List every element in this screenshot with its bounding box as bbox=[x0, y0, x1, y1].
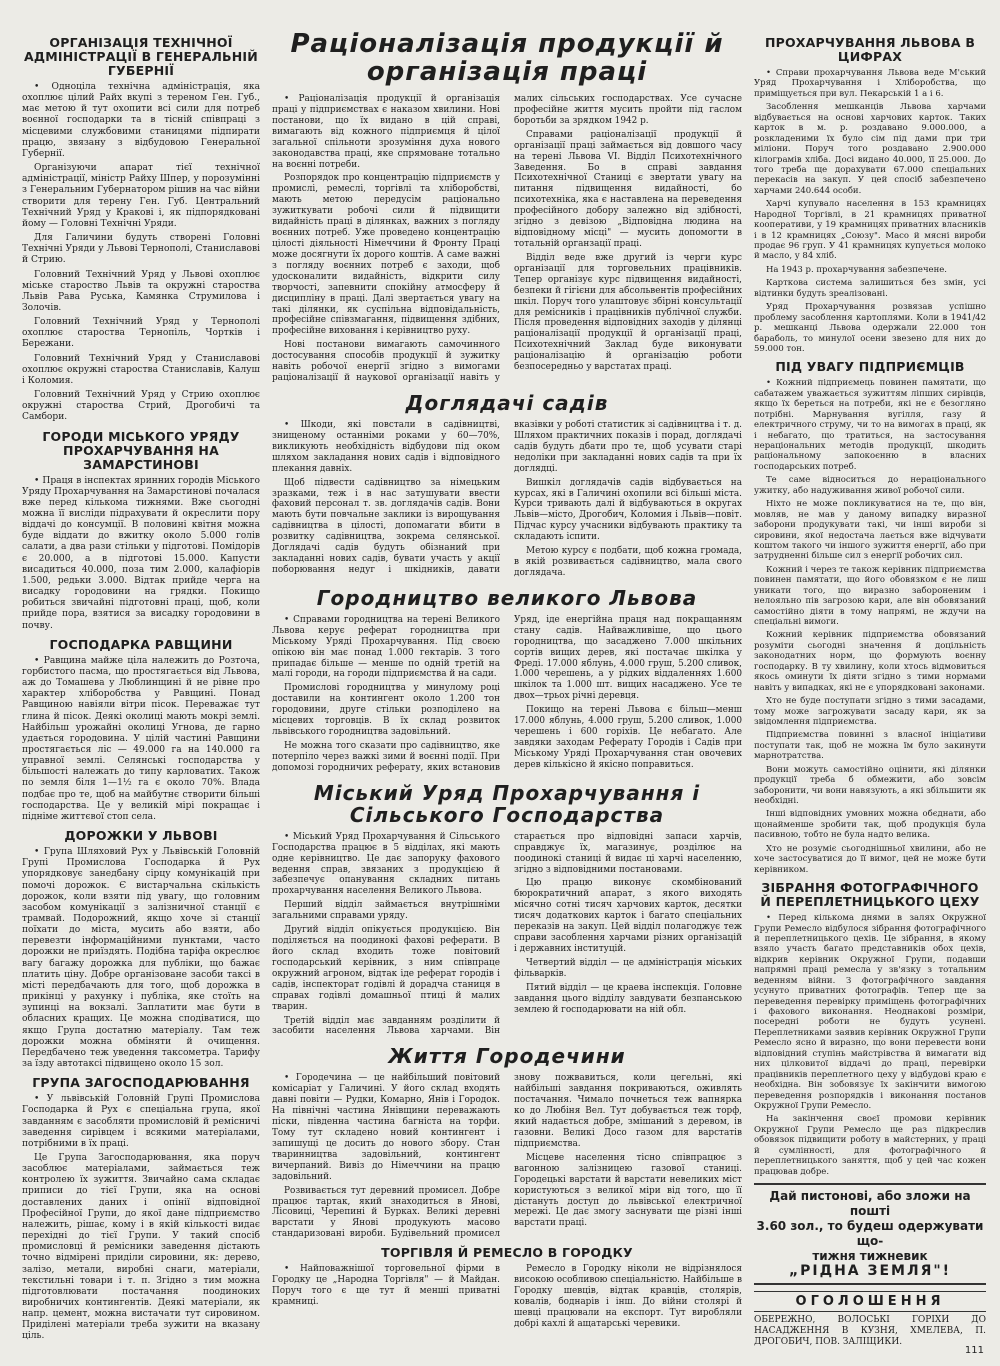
article-heading-care: Доглядачі садів bbox=[405, 390, 609, 415]
article-heading-employers: ПІД УВАГУ ПІДПРИЄМЦІВ bbox=[775, 359, 965, 375]
article-heading-tech-admin: ОРГАНІЗАЦІЯ ТЕХНІЧНОЇ АДМІНІСТРАЦІЇ В ГЕНЕРАЛЬНІЙ ГУБЕРНІЇ bbox=[24, 35, 258, 78]
article-paragraph: На закінчення своєї промови керівник Окружної Групи Ремесло ще раз підкреслив обовязок підвищити роботу в майстерних, у праці й сумлінності, для фотографічного й переплетницького заняття, щоб у цей час кожен працював добре. bbox=[754, 1114, 986, 1177]
article-paragraph: Інші відповідних умовних можна обєднати, або щонайменше зробити так, щоб продукція була пасивною, тобто не була надто велика. bbox=[754, 809, 986, 841]
article-paragraph: • Городечина — це найбільший повітовий комісаріат у Галичині. У його склад входять давні повіти — Рудки, Комарно, Янів і Городок. На північні частина Янівщини переважають піски, південна частина багніста на торфи. Тому тут складено новий контингент і запишущі це досить до нового збору. Стан тваринництва задовільний, контингент вичерпаний. Вивіз до Німеччини на працю задовільний. bbox=[272, 1073, 500, 1182]
article-paragraph: Перший відділ займається внутрішніми загальними справами уряду. bbox=[272, 900, 500, 922]
article-paragraph: На 1943 р. прохарчування забезпечене. bbox=[766, 264, 947, 275]
article-paragraph: Засоблення мешканців Львова харчами відбувається на основі харчових карток. Таких карток в м. р. роздавано 9.000.000, а розкладеними їх було сім під дами при три міліони. Поруч того роздавано 2.900.000 кілограмів хліба. Досі видано 40.000, її 25.000. До того треба ще дорахувати 67.000 спеціальних перекасів на закуп. У цей спосіб забезпечено харчами 240.644 особи. bbox=[754, 102, 986, 196]
article-heading-rational: Раціоналізація продукції й організація праці bbox=[290, 29, 724, 87]
article-paragraph: Організуючи апарат тієї технічної адміністрації, міністр Райху Шпер, у порозумінні з Генеральним Губернатором рішив на час війни створити для терену Ген. Губ. Центральний Технічний Уряд у Кракові і, як підпорядковані йому — Головні Технічні Уряди. bbox=[22, 163, 260, 229]
article-paragraph: Не можна того сказати про садівництво, яке потерпіло через важкі зими й воєнні події. При допомозі городничих реферату, яких встановив Уряд, іде енергійна праця над покращанням стану садів. Найважливіше, що цього городництва, що засаджено 7.000 шкільних сортів вищих дерев, які постачає шкілка у Фреді. 17.000 яблунь, 4.000 груш, 5.200 сливок, 1.000 черешень, а у рідких віддаленнях 1.600 шкілок та 1.000 шт. вищих насаджено. Усе те двох—трьох річні деревця. bbox=[272, 614, 742, 773]
article-paragraph: Цю працю виконує скомбінований бюрократичний апарат, з якого виходять місячно сотні тисяч харчових карток, десятки тисяч додаткових карток і багато спеціальних переказів на закуп. Цей відділ полагоджує теж справи засоблення харчами різних організацій і державних інституцій. bbox=[514, 878, 742, 954]
article-paragraph: Головний Технічний Уряд у Тернополі охоплює староства Тернопіль, Чортків і Бережани. bbox=[22, 317, 260, 350]
article-paragraph: Підприємства повинні з власної ініціативи поступати так, щоб не можна їм було закинути марнотратства. bbox=[754, 730, 986, 762]
article-paragraph: Третій відділ має завданням розділити й засобити населення Львова харчами. Він старається про відповідні запаси харчів, справджує їх, магазинує, розділює на поодинокі станиці й видає ці харчі населенню, згідно з відповідними постановами. bbox=[272, 831, 742, 1037]
newspaper-name: „РІДНА ЗЕМЛЯ"! bbox=[788, 1263, 952, 1279]
article-body-gorodok bbox=[272, 1073, 742, 1240]
article-heading-gorodok: Життя Городечини bbox=[388, 1044, 626, 1069]
article-paragraph: Кожний і через те також керівник підприємства повинен памятати, що його обовязком є не лиш уникати того, що виразно забороненим і нелояльно пів загрозою кари, але він обовязаний самостійно діяти в тому напрямі, не ждучи на спеціальні вимоги. bbox=[754, 564, 986, 627]
article-paragraph: • Найповажнішої торговельної фірми в Городку це „Народна Торгівля" — й Майдан. Поруч того є ще тут й менші приватні крамниці. bbox=[272, 1264, 500, 1307]
subscription-line: 3.60 зол., то будеш одержувати що- bbox=[756, 1219, 984, 1248]
article-paragraph: • Перед кількома днями в залях Окружної Групи Ремесло відбулося зібрання фотографічного й переплетницького цехів. Це зібрання, в якому взяло участь багато представників обох цехів, відкрив керівник Окружної Групи, подавши напрямні праці ремесла у зв'язку з тотальним веденням війни. З фотографічного завдання усунуто приватних фотографів. Тепер ще за переведення перевірку приміщень фотографічних і фахового виконання. Неоднакові розміри, посередні роботи не будуть усунені. Переплетниками заявив керівник Окружної Групи Ремесло ясно й виразно, що вони перевести вони відповідний ступінь майстрівства й вимагати від них цілковитої віддачі до праці, перевірки працівників переплетного цеху у відбудові краю є необхідна. Він зобовязує їх закінчити вимогою переведення розпорядків і виконання постанов Окружної Групи Ремесло. bbox=[754, 913, 986, 1111]
article-paragraph: Хто не розуміє сьогоднішньої хвилини, або не хоче застосуватися до її вимог, цей не може бути керівником. bbox=[754, 843, 986, 875]
article-paragraph: Вишкіл доглядачів садів відбувається на курсах, які в Галичині охопили всі більші міста. Курси тривають далі й відбуваються в округах Львів—місто, Дрогобич, Коломия і Львів—повіт. Підчас курсу учасники відбувають практику та складають іспити. bbox=[514, 477, 742, 543]
article-paragraph: Справами раціоналізації продукції й організації праці займається від довшого часу на терені Львова VI. Відділ Психотехнічного Заведення. Бо в справі завдання Психотехнічної Станиці є звертати увагу на питання підвищення видайності, бо психотехніка, яка є наставлена на переведення професійного добору залежно від здібності, згідно з девізою „Відповідна людина на відповідному місці" — мусить допомогти в тотальній органзації праці. bbox=[514, 129, 742, 249]
article-heading-trade: ТОРГІВЛЯ Й РЕМЕСЛО В ГОРОДКУ bbox=[381, 1245, 633, 1261]
column-center bbox=[272, 30, 742, 1330]
article-heading-group: ГРУПА ЗАГОСПОДАРЮВАННЯ bbox=[32, 1075, 250, 1091]
article-paragraph: • Шкоди, які повстали в садівництві, знищеному останніми роками у 60—70%, викликують необхідність відбудови під оком шляхом закладання нових садів і відповідного плекання давніх. bbox=[272, 419, 500, 474]
article-paragraph: Головний Технічний Уряд у Станиславові охоплює окружні староства Станиславів, Калуш і Коломия. bbox=[22, 353, 260, 386]
subscription-notice bbox=[754, 1183, 986, 1285]
article-paragraph: Харчі купувало населення в 153 крамницях Народної Торгівлі, в 21 крамницях приватної кооперативи, у 19 крамницях приватних власників і в 12 крамницях „Союзу". Масо й мясні вироби продає 96 груп. У 41 крамницях купується молоко й масло, у 84 хліб. bbox=[754, 199, 986, 262]
article-paragraph: Нові постанови вимагають самочинного достосування способів продукції й зужитку навіть робочої енергії згідно з вимогами раціоналізації й наукової організації навіть у малих сільських господарствах. Усе сучасне професійне життя мусить пройти під гаслом боротьби за зрядком 1942 р. bbox=[272, 94, 742, 384]
article-paragraph: • Справами городництва на терені Великого Львова керує реферат городництва при Міському Уряді Прохарчування. Під своєю опікою він має понад 1.000 гектарів. З того припадає більше — менше по одній третій на малі городи, на городи підприємства й на сади. bbox=[272, 614, 500, 680]
article-paragraph: • Справи прохарчування Львова веде М'ський Уряд Прохарчування і Хліборобства, що приміщується при вул. Пекарській 1 а і 6. bbox=[754, 68, 986, 99]
article-paragraph: Хто не буде поступати згідно з тими засадами, тому може загрожувати засаду кари, як за звідомлення підприємства. bbox=[754, 696, 986, 727]
article-paragraph: Пятий відділ — це краева інспекція. Головне завдання цього відділу завдувати безпанською землею й господарювати на ній обл. bbox=[514, 982, 742, 1015]
ads-heading: ОГОЛОШЕННЯ bbox=[754, 1291, 986, 1312]
article-paragraph: Кожний керівник підприємства обовязаний розуміти сьогодні значення й доцільність законодатних норм, що формують воєнну господарку. В ту хвилину, коли хтось відмовиться якось оминути їх діяти згідно з тими нормами навіть у випадках, які не є упорядковані законами. bbox=[754, 630, 986, 693]
article-paragraph: Відділ веде вже другий із черги курс організації для торговельних працівників. Тепер організує курс підвищення видайності, безпеки й гігієни для абсольвентів професійних шкіл. Поруч того улаштовує збірні консультації для ремісників і працівників публічної служби. Після проведення відповідних заходів у ділянці раціоналізації продукції й організації праці, Психотехнічний Заклад буде виконувати раціоналізацію й організацію роботи безпосередньо у варстатах праці. bbox=[514, 252, 742, 373]
article-paragraph: Карткова система залишиться без змін, усі відтинки будуть зреалізовані. bbox=[754, 278, 986, 299]
column-right bbox=[754, 30, 986, 1348]
article-paragraph: Ніхто не може покликуватися на те, що він, мовляв, не мав у даному випадку виразної заборони продукувати такі, чи інші вироби зі сировини, якої недостача лається вже відчувати коштом такого чи іншого зужиття енергії, або при затрудненні більше сил з енергії робочих сил. bbox=[754, 499, 986, 562]
page-number: 111 bbox=[964, 1345, 984, 1356]
article-heading-photo: ЗІБРАННЯ ФОТОГРАФІЧНОГО Й ПЕРЕПЛЕТНИЦЬКОГО ЦЕХУ bbox=[760, 880, 980, 910]
article-paragraph: Промислові городництва у минулому році доставили на контингент около 1.200 тон городовини, друге стільки розподілено на місцевих торговців. В їх склад розвиток львівського городництва задовільний. bbox=[272, 683, 500, 738]
article-paragraph: Головний Технічний Уряд у Львові охоплює міське староство Львів та окружні староства Львів Рава Руська, Камянка Струмилова і Золочів. bbox=[22, 269, 260, 313]
article-paragraph: Те саме відноситься до нераціонального ужитку, або надуживання живої робочої сили. bbox=[754, 475, 986, 496]
article-paragraph: Головний Технічний Уряд у Стрию охоплює окружні староства Стрий, Дрогобичі та Самбори. bbox=[22, 390, 260, 423]
article-paragraph: Метою курсу є подбати, щоб кожна громада, в якій розвивається садівництво, мала свого доглядача. bbox=[514, 546, 742, 578]
article-paragraph: Для Галичини будуть створені Головні Технічні Уряди у Львові Тернополі, Станиславові й Стрию. bbox=[22, 233, 260, 266]
article-body-care bbox=[272, 420, 742, 579]
article-heading-numbers: ПРОХАРЧУВАННЯ ЛЬВОВА В ЦИФРАХ bbox=[764, 35, 976, 64]
article-paragraph: • Кожний підприємець повинен памятати, що сабатажем уважається зужиттям ліпших сирівців, якщо їх береться на потреби, які не є безогляно потрібні. Марнування вугілля, газу й електричного струму, чи то на вимогах в праці, як і небагато, що тратиться, на застосування нераціональних методів продукції, шкодить раціональному запокоєнню в власних господарських потреб. bbox=[754, 378, 986, 472]
classified-ad: ОБЕРЕЖНО, ВОЛОСЬКІ ГОРІХИ ДО НАСАДЖЕННЯ В КУЗНЯ, ХМЕЛЕВА, П. ДРОГОБИЧ, ПОВ. ЗАЛІЩИКИ. bbox=[754, 1315, 986, 1347]
article-paragraph: • Група Шляховий Рух у Львівській Головній Групі Промислова Господарка й Рух упорядковує занедбану сірцу комунікацій при помочі дорожок. Є вистарчальна скількість дорожок, коли взяти під увагу, що головним засобом комунікації з залізничної станції є трамвай. Подорожний, якщо хоче зі станції поїхати до міста, мусить або взяти, або перевезти інформаційними пунктами, часто дорожки не приїздять. Подібна таріфа окреслює вагу багажу дорожка для публіки, що бажає платить ціну. Добре організоване засоби таксі в місті передбачають для того, щоб дорожка в прикінці у рахунку і публіка, яке стоїть на зупинці на вокзалі. Заплатити має бути в обласних кращих. Це можна сподіватися, що якщо Група достатню матеріалу. Там теж дорожки можна обміняти й очищення. Передбачено теж уведення таксометра. Тарифу за їзду автотаксі підвищено около 15 зол. bbox=[22, 847, 260, 1070]
article-body-office bbox=[272, 832, 742, 1038]
article-heading-office: Міський Уряд Прохарчування і Сільського Господарства bbox=[313, 780, 701, 827]
article-body-rational bbox=[272, 94, 742, 384]
article-paragraph: • Міський Уряд Прохарчування й Сільського Господарства працює в 5 відділах, які мають одне керівництво. Це дає запоруку фахового ведення справ, звязаних з продукцією й забезпечує опанування складних питань прохарчування населення Великого Львова. bbox=[272, 831, 500, 897]
article-paragraph: • Праця в інспектах яринних городів Міського Уряду Прохарчування на Замарстинові почалася вже перед кількома тижнями. Вже сьогодні можна її висліди підрахувати й окреслити пору віддачі до консумції. В половині квітня можна буде віддати до вжитку около 5.000 голів салати, а два рази стільки у підготові. Помідорів є 20.000, а в підготові 15.000. Капусти висадиться 40.000, поза тим 2.000, калафіорів 1.500, редьки 3.000. Відтак прийде черга на висадку городовини на грядки. Покищо робиться звичайні підготовні праці, щоб, коли прийде пора, взятися за висадку городовини в почву. bbox=[22, 475, 260, 631]
article-paragraph: Розвивається тут деревний промисел. Добре працює тартак, який знаходиться в Янові, Лісовиці, Черепині й Бурках. Великі деревні варстати у Янові продукують масово стандаризовані вироби. Будівельний промисел знову пожвавиться, коли цегельні, які найбільші завдання покриваються, оживлять постачання. Чимало почнеться теж вапнярка ко до Любіня Вел. Тут добувається теж торф, який надається добре, змішаний з деревом, ів газовни. Великі Досо газом для варстатів підприємства. bbox=[272, 1073, 742, 1240]
article-paragraph: • Раціоналізація продукції й організація праці у підприємствах є наказом хвилини. Нові постанови, що їх видано в цій справі, вимагають від кожного підприємця й цілої загальної спільноти зрозуміння духа нового законодавства праці, яке спрямоване тотально на воєнні потреби. bbox=[272, 94, 500, 170]
subscription-line: Дай пистонові, або зложи на пошті bbox=[769, 1189, 971, 1218]
article-body-city bbox=[272, 615, 742, 774]
article-paragraph: Вони можуть самостійно оцінити, які ділянки продукції треба б обмежити, або зовсім заборонити, чи вони навязують, а які збільшити як необхідні. bbox=[754, 764, 986, 806]
article-paragraph: Ремесло в Городку ніколи не відрізнялося високою особливою спеціальністю. Найбільше в Городку шевців, відтак кравців, столярів, ковалів, боднарів і інш. До війни столярі й шевці працювали на експорт. Тут виробляли добрі кахлі й ащатарські черевики. bbox=[514, 1264, 742, 1329]
article-paragraph: Покищо на терені Львова є більш—менш 17.000 яблунь, 4.000 груш, 5.200 сливок, 1.000 черешень і 600 горіхів. Це небагато. Але завдяки заходам Реферату Городів і Садів при Міському Уряді Прохарчування стан овочевих дерев кількісно й якісно поправиться. bbox=[514, 705, 742, 770]
article-paragraph: Це Група Загосподарювання, яка поруч засоблює матеріалами, займається теж контролею їх зужиття. Звичайно сама складає приписи до тієї Групи, яка на основі доставлених даних і опінії відповідної Професійної Групи, до якої дане підприємство належить, рішає, кому і в якій кількості видає перехідні до тієї Групи. У такий спосіб промисловці й ремісники заведення дістають точно відмірені приділи сировини, як: дерево, залізо, метали, виробні снаги, матеріали, текстильні товари і т. п. Згідно з тим можна підготовлювати постачання поодиноких виробничих контингентів. Деякі матеріали, як напр. цемент, можна вистачати тут сировином. Приділені матеріали треба зужити на вказану ціль. bbox=[22, 1152, 260, 1342]
article-paragraph: Розпорядок про концентрацію підприємств у промислі, ремеслі, торгівлі та хліборобстві, мають метою передусім раціонально зужиткувати робочі сили й підвищити видайність праці в ділянках, важних з погляду воєнних потреб. Уже проведено концентрацію цілості діяльності Німеччини й Фронту Праці може досягнути їх дорого коштів. А саме важні з погляду воєнних потреб є заходи, щоб удосконалити видайність, відкрити силу творчості, запевнити спокійну атмосферу й дисципліну в праці. Далі звертається увагу на такі ділянки, як суспільна відповідальність, професійне співзмагання, підвищення здібних, професійне виховання і керівництво руху. bbox=[272, 173, 500, 337]
article-paragraph: Другий відділ опікується продукцією. Він поділяється на поодинокі фахові реферати. В його склад входить тоже повітовий господарський керівник, з ним співпраце окружний агроном, відтак іде реферат городів і садів, інспекторат годівлі й дорадча станиця в справах годівлі домашньої птиці й малих тварин. bbox=[272, 925, 500, 1012]
subscription-line: тижня тижневик bbox=[812, 1249, 928, 1263]
article-paragraph: Щоб підвести садівництво за німецьким зразками, теж і в нас затушувати ввести фаховий персонал т. зв. доглядачів садів. Вони мають бути повчальне заклики із вирощування садівництва в цілості, допомагати вбити в розвитку садівництва, зокрема селянської. Доглядачі садів будуть обізнаний при закладанні нових садів, бувати участь у акції поборювання недуг і шкідників, давати вказівки у роботі статистик зі садівництва і т. д. Шляхом практичних показів і порад, доглядачі садів будуть дбати про те, щоб усувати старі недоліки при закладанні нових садів та при їх доглядці. bbox=[272, 419, 742, 575]
article-body-trade bbox=[272, 1264, 742, 1330]
article-paragraph: Місцеве населення тісно співпрацює з вагонною залізницею газової станиці. Городецькі варстати й варстати невеликих міст користуються з великої міри від того, що її дістануть доступ до львівської електричної мережі. Це дає змогу заснувати ще різні інші варстати праці. bbox=[514, 1152, 742, 1229]
article-paragraph: • У львівській Головній Групі Промислова Господарка й Рух є спеціальна група, якої завданням є засобляти промисловій й ремісничі заведення сирівцем і всякими матеріалами, потрібними в їх праці. bbox=[22, 1094, 260, 1149]
article-heading-ravshchyna: ГОСПОДАРКА РАВЩИНИ bbox=[49, 636, 233, 652]
article-paragraph: • Равщина майже ціла належить до Розточа, горбистого пасма, що простягається від Львова, аж до Томашева у Люблинщині й не рівне про характер хліборобства у Равщині. Понад Равщиною навіяли вітри пісок. Переважає тут глина й пісок. Деякі околиці мають мокрі землі. Найбільш урожайні околиці Угнова, де гарно удається городовина. У цілій частині Равщини простягається ліс — 49.000 га на 140.000 га управної землі. Селянські господарства у більшості належать до типу карловатих. Також по земля біля 1—1½ га є около 70%. Влада подбає про те, щоб на майбутнє створити більші господарства. Це у великій мірі покращає і підніме життєвої стоп села. bbox=[22, 655, 260, 822]
article-paragraph: Четвертий відділ — це адміністрація міських фільварків. bbox=[514, 957, 742, 979]
article-heading-city: Городництво великого Львова bbox=[316, 585, 698, 610]
column-left bbox=[22, 30, 260, 1346]
article-paragraph: Уряд Прохарчування розвязав успішно проблему засоблення картоплями. Коли в 1941/42 р. мешканці Львова одержали 22.000 тон бараболь, то минулої осени звезено для них до 59.000 тон. bbox=[754, 302, 986, 354]
article-heading-gardens: ГОРОДИ МІСЬКОГО УРЯДУ ПРОХАРЧУВАННЯ НА ЗАМАРСТИНОВІ bbox=[42, 428, 240, 472]
article-heading-roads: ДОРОЖКИ У ЛЬВОВІ bbox=[64, 828, 218, 844]
article-paragraph: • Одноціла технічна адміністрація, яка охоплює цілий Райх вкупі з тереном Ген. Губ., має метою й тут охопити всі сили для потреб воєнної господарки та в тісній співпраці з місцевими службовими станицями підпирати працю, звязану з відбудовою Генеральної Губернії. bbox=[22, 82, 260, 159]
